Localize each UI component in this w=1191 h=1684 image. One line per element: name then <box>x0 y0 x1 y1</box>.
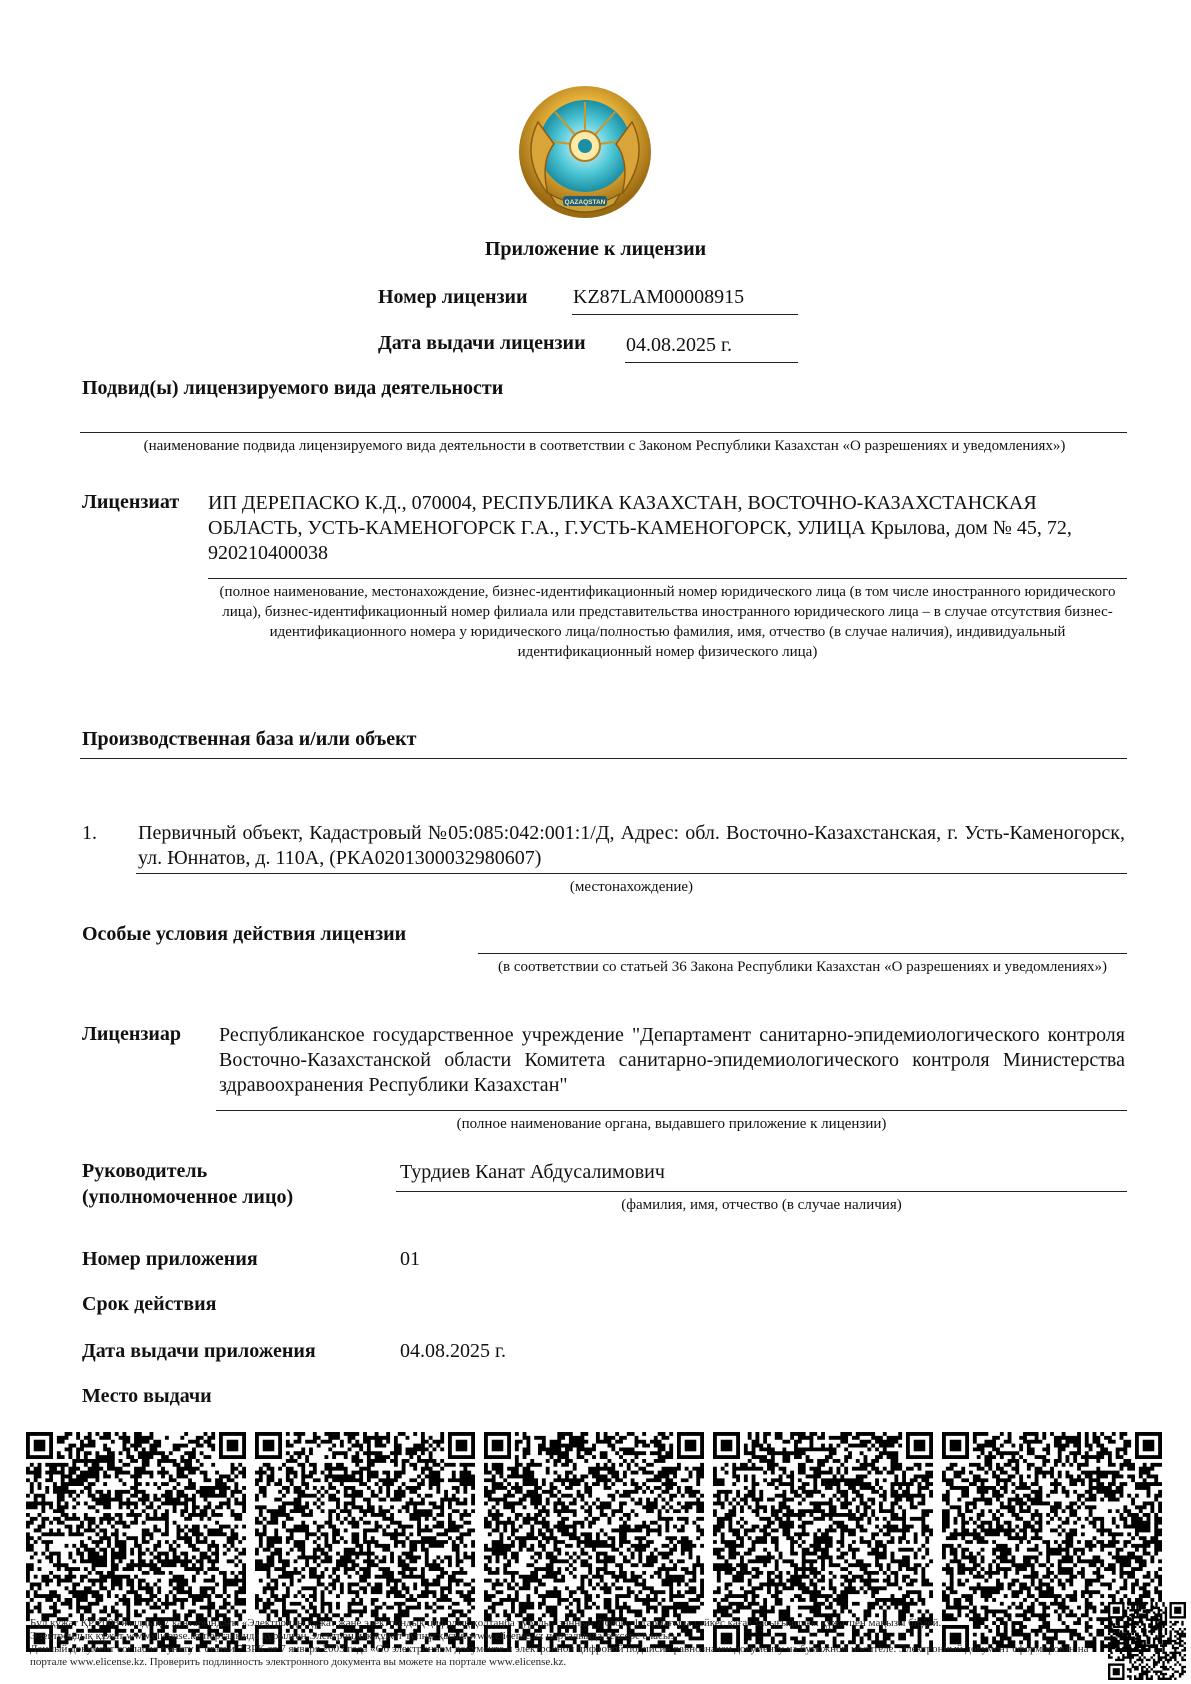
emblem-lettering: QAZAQSTAN <box>564 199 606 206</box>
footer-kz-text-2: Электрондық құжат www.elicense.kz порталында құрылған.Электрондық құжат түпнұсқасын www.elicense.kz порталында тексере аласыз. <box>30 1630 678 1642</box>
production-base-item-number: 1. <box>82 822 97 844</box>
licensor-label: Лицензиар <box>82 1023 182 1045</box>
document-title: Приложение к лицензии <box>484 238 707 260</box>
appendix-date-label: Дата выдачи приложения <box>82 1340 316 1362</box>
appendix-number-label: Номер приложения <box>82 1248 258 1270</box>
appendix-number-value: 01 <box>400 1248 420 1270</box>
footer-ru-text: Данный документ согласно пункту 1 статьи 7 ЗРК от 7 января 2003 года «Об электронном документе и электронной цифровой подписи» равнозначен документу на бумажном носителе. Электронный документ сформирован на портале www.elicense.kz. Проверить подлинность электронного документа вы можете на портале www.elicense.kz. <box>30 1643 1089 1668</box>
license-number-value: KZ87LAM00008915 <box>573 286 745 308</box>
subtype-hint: (наименование подвида лицензируемого вида деятельности в соответствии с Законом Республики Казахстан «О разрешениях и уведомлениях») <box>143 438 1066 454</box>
licensee-value: ИП ДЕРЕПАСКО К.Д., 070004, РЕСПУБЛИКА КАЗАХСТАН, ВОСТОЧНО-КАЗАХСТАНСКАЯ ОБЛАСТЬ, УСТЬ-КАМЕНОГОРСК Г.А., Г.УСТЬ-КАМЕНОГОРСК, УЛИЦА Крылова, дом № 45, 72, 920210400038 <box>208 492 1072 564</box>
licensor-value: Республиканское государственное учреждение "Департамент санитарно-эпидемиологического контроля Восточно-Казахстанской области Комитета санитарно-эпидемиологического контроля Министерства здравоохранения Республики Казахстан" <box>219 1024 1125 1096</box>
license-issue-date-value: 04.08.2025 г. <box>626 334 732 356</box>
license-issue-date-label: Дата выдачи лицензии <box>378 332 586 354</box>
production-base-item-text: Первичный объект, Кадастровый №05:085:042:001:1/Д, Адрес: обл. Восточно-Казахстанская, г. Усть-Каменогорск, ул. Юннатов, д. 110А, (РКА0201300032980607) <box>138 822 1125 869</box>
head-label-line1: Руководитель <box>82 1160 208 1182</box>
validity-label: Срок действия <box>82 1293 217 1315</box>
head-hint: (фамилия, имя, отчество (в случае наличия) <box>621 1197 902 1213</box>
licensor-hint: (полное наименование органа, выдавшего приложение к лицензии) <box>456 1116 887 1132</box>
appendix-date-value: 04.08.2025 г. <box>400 1340 506 1362</box>
qr-code-icon <box>1108 1602 1186 1680</box>
special-conditions-hint: (в соответствии со статьей 36 Закона Республики Казахстан «О разрешениях и уведомлениях») <box>498 959 1107 975</box>
place-label: Место выдачи <box>82 1385 212 1407</box>
state-emblem-icon <box>510 82 660 222</box>
production-base-label: Производственная база и/или объект <box>82 728 417 750</box>
licensee-label: Лицензиат <box>82 491 180 513</box>
subtype-label: Подвид(ы) лицензируемого вида деятельности <box>82 377 504 399</box>
special-conditions-label: Особые условия действия лицензии <box>82 923 407 945</box>
head-label-line2: (уполномоченное лицо) <box>82 1186 294 1208</box>
licensee-hint: (полное наименование, местонахождение, бизнес-идентификационный номер юридического лица (в том числе иностранного юридического лица), бизнес-идентификационный номер филиала или представительства иностранного юридического лица – в случае отсутствия бизнес-идентификационного номера у юридического лица/полностью фамилия, имя, отчество (в случае наличия), индивидуальный идентификационный номер физического лица) <box>219 584 1116 660</box>
head-value: Турдиев Канат Абдусалимович <box>400 1161 665 1183</box>
footer-kz-text: Бұл құжат ҚР 2003 жылдың 7 қаңтарындағы «Электронды құжат және электрондық цифрлық қолтаңба туралы» заңның 7 бабы, 1 тармағына сәйкес қағаз тасығыштағы құжатпен маңызы бірдей. <box>30 1617 942 1629</box>
license-number-label: Номер лицензии <box>378 286 528 308</box>
production-base-hint: (местонахождение) <box>569 879 694 895</box>
